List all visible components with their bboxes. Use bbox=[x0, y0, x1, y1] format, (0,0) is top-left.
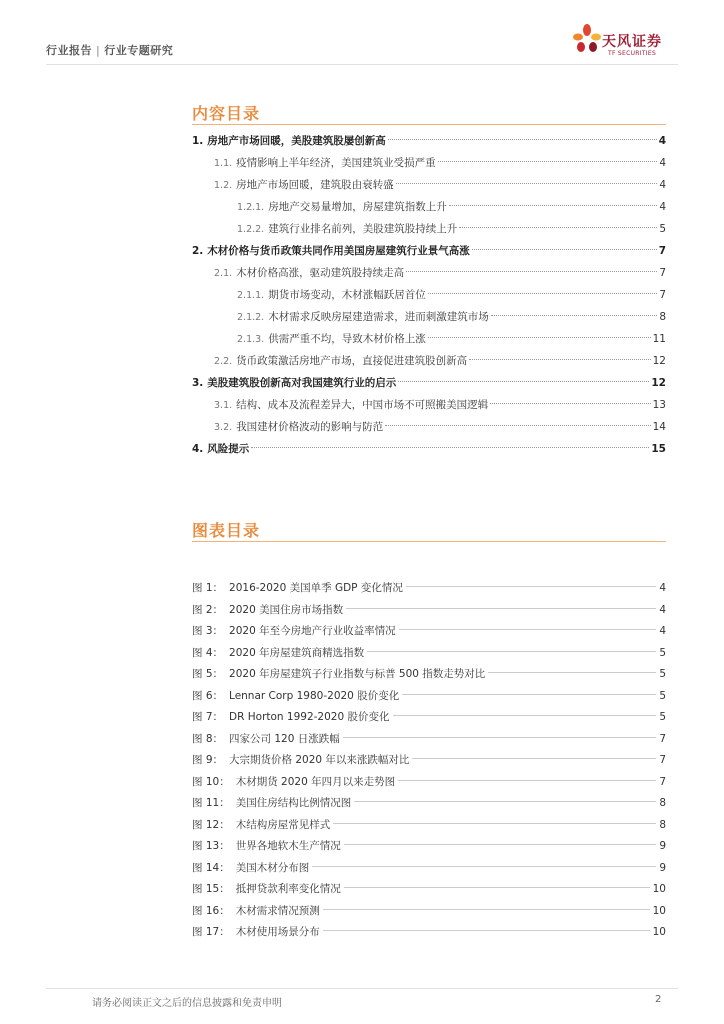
toc-leader bbox=[428, 337, 651, 338]
figure-leader bbox=[323, 909, 650, 910]
figure-leader bbox=[323, 930, 650, 931]
figure-entry-title: 美国木材分布图 bbox=[235, 861, 310, 874]
figure-entry[interactable] bbox=[192, 772, 666, 794]
figure-leader bbox=[399, 629, 657, 630]
figure-entry-title: 2016-2020 美国单季 GDP 变化情况 bbox=[229, 582, 403, 594]
figure-entry-label: 图 11： bbox=[192, 797, 230, 809]
toc-entry[interactable] bbox=[192, 174, 666, 196]
footer-divider bbox=[46, 988, 678, 989]
toc-entry-page: 12 bbox=[651, 377, 666, 389]
figure-entry-title: 木材期货 2020 年四月以来走势图 bbox=[235, 775, 396, 788]
figure-entry-title: Lennar Corp 1980-2020 股价变化 bbox=[229, 689, 400, 702]
toc-leader bbox=[449, 205, 658, 206]
figure-leader bbox=[406, 586, 656, 587]
figure-entry[interactable] bbox=[192, 750, 666, 772]
figure-entry-label: 图 16： bbox=[192, 904, 230, 917]
page-number: 2 bbox=[655, 994, 662, 1005]
figure-entry-title: 美国住房结构比例情况图 bbox=[235, 797, 352, 809]
toc-entry-title: 房地产交易量增加，房屋建筑指数上升 bbox=[268, 201, 447, 213]
toc-entry-number: 1.2.2. bbox=[237, 224, 265, 235]
figure-entry-title: 世界各地软木生产情况 bbox=[235, 840, 341, 852]
figure-leader bbox=[312, 866, 656, 867]
flower-logo-icon bbox=[572, 22, 602, 62]
report-category-header bbox=[46, 42, 173, 58]
figure-entry-label: 图 3： bbox=[192, 625, 224, 637]
toc-entry-number: 2. bbox=[192, 245, 204, 257]
toc-entry[interactable] bbox=[192, 438, 666, 460]
toc-entry[interactable] bbox=[192, 152, 666, 174]
toc-entry-title: 房地产市场回暖，建筑股由衰转盛 bbox=[236, 179, 394, 191]
figure-entry[interactable] bbox=[192, 578, 666, 600]
toc-entry[interactable] bbox=[192, 350, 666, 372]
toc-entry[interactable] bbox=[192, 130, 666, 152]
toc-entry[interactable] bbox=[192, 240, 666, 262]
toc-entry[interactable] bbox=[192, 394, 666, 416]
header-separator: | bbox=[96, 44, 101, 57]
toc-leader bbox=[490, 403, 650, 404]
toc-entry[interactable] bbox=[192, 284, 666, 306]
figure-entry[interactable] bbox=[192, 901, 666, 923]
toc-entry-number: 2.1.1. bbox=[237, 290, 265, 301]
figure-entry[interactable] bbox=[192, 686, 666, 708]
figure-entry[interactable] bbox=[192, 600, 666, 622]
toc-entry-title: 木材需求反映房屋建造需求，进而刺激建筑市场 bbox=[268, 311, 489, 323]
toc-entry-title: 结构、成本及流程差异大，中国市场不可照搬美国逻辑 bbox=[236, 399, 489, 411]
toc-leader bbox=[469, 359, 650, 360]
toc-entry-number: 3. bbox=[192, 377, 204, 389]
toc-entry-page: 4 bbox=[658, 135, 666, 147]
toc-entry-number: 1.1. bbox=[214, 158, 233, 169]
figure-entry-page: 10 bbox=[652, 883, 666, 895]
list-of-figures bbox=[192, 578, 666, 944]
toc-entry-page: 7 bbox=[659, 289, 666, 301]
figure-entry[interactable] bbox=[192, 643, 666, 665]
toc-entry-title: 货币政策激活房地产市场，直接促进建筑股创新高 bbox=[236, 355, 468, 367]
toc-entry-page: 4 bbox=[659, 179, 666, 191]
figure-entry-label: 图 10： bbox=[192, 775, 230, 788]
figure-leader bbox=[412, 758, 656, 759]
figure-leader bbox=[344, 887, 650, 888]
figure-entry[interactable] bbox=[192, 621, 666, 643]
figure-entry-page: 5 bbox=[659, 646, 666, 659]
figure-leader bbox=[393, 715, 657, 716]
toc-leader bbox=[396, 183, 658, 184]
toc-leader bbox=[491, 315, 658, 316]
toc-entry-page: 5 bbox=[659, 223, 666, 235]
figure-entry-label: 图 5： bbox=[192, 668, 224, 680]
figure-entry[interactable] bbox=[192, 815, 666, 837]
toc-entry[interactable] bbox=[192, 328, 666, 350]
toc-entry[interactable] bbox=[192, 196, 666, 218]
figure-entry-page: 7 bbox=[659, 754, 666, 766]
figure-entry-page: 4 bbox=[659, 603, 666, 616]
toc-entry[interactable] bbox=[192, 262, 666, 284]
figure-entry-title: 木材使用场景分布 bbox=[235, 926, 320, 938]
figure-entry-title: 2020 年房屋建筑商精选指数 bbox=[229, 646, 365, 659]
figure-entry-label: 图 12： bbox=[192, 818, 230, 831]
report-category: 行业报告 bbox=[46, 44, 92, 57]
toc-entry-title: 我国建材价格波动的影响与防范 bbox=[236, 421, 384, 433]
figure-entry-page: 8 bbox=[659, 818, 666, 831]
toc-entry-page: 12 bbox=[652, 355, 666, 367]
figure-entry[interactable] bbox=[192, 707, 666, 729]
figure-entry[interactable] bbox=[192, 858, 666, 880]
figure-leader bbox=[344, 844, 657, 845]
figure-entry-page: 7 bbox=[659, 775, 666, 788]
figure-entry-title: 四家公司 120 日涨跌幅 bbox=[229, 732, 340, 745]
figure-entry[interactable] bbox=[192, 922, 666, 944]
toc-leader bbox=[406, 271, 657, 272]
toc-entry[interactable] bbox=[192, 416, 666, 438]
toc-leader bbox=[388, 139, 657, 140]
figure-entry-page: 4 bbox=[659, 582, 666, 594]
figure-entry-page: 10 bbox=[652, 904, 666, 917]
figure-entry-title: DR Horton 1992-2020 股价变化 bbox=[229, 711, 390, 723]
figure-entry-title: 抵押贷款利率变化情况 bbox=[235, 883, 341, 895]
figure-entry-label: 图 17： bbox=[192, 926, 230, 938]
toc-entry-page: 14 bbox=[652, 421, 666, 433]
toc-entry-number: 1. bbox=[192, 135, 204, 147]
figure-entry-label: 图 14： bbox=[192, 861, 230, 874]
toc-leader bbox=[398, 381, 649, 382]
toc-entry-title: 期货市场变动，木材涨幅跃居首位 bbox=[268, 289, 426, 301]
figure-entry-title: 2020 美国住房市场指数 bbox=[229, 603, 344, 616]
figure-entry-label: 图 8： bbox=[192, 732, 224, 745]
figure-entry-label: 图 9： bbox=[192, 754, 224, 766]
toc-entry-page: 7 bbox=[659, 267, 666, 279]
toc-entry-title: 疫情影响上半年经济，美国建筑业受损严重 bbox=[236, 157, 436, 169]
contents-title: 内容目录 bbox=[192, 104, 261, 123]
figure-entry-label: 图 13： bbox=[192, 840, 230, 852]
figure-entry-page: 7 bbox=[659, 732, 666, 745]
figure-leader bbox=[367, 651, 656, 652]
toc-entry-number: 2.2. bbox=[214, 356, 233, 367]
figure-entry[interactable] bbox=[192, 793, 666, 815]
figure-entry-page: 5 bbox=[659, 689, 666, 702]
toc-leader bbox=[472, 249, 657, 250]
tf-securities-logo bbox=[572, 20, 682, 62]
figure-entry[interactable] bbox=[192, 664, 666, 686]
toc-entry-number: 2.1.2. bbox=[237, 312, 265, 323]
toc-entry-page: 4 bbox=[659, 201, 666, 213]
figure-entry-title: 木结构房屋常见样式 bbox=[235, 818, 331, 831]
toc-entry[interactable] bbox=[192, 372, 666, 394]
figures-title-underline bbox=[192, 541, 666, 542]
toc-entry-number: 2.1. bbox=[214, 268, 233, 279]
figure-entry-page: 9 bbox=[659, 861, 666, 874]
footer-disclaimer: 请务必阅读正文之后的信息披露和免责申明 bbox=[92, 998, 282, 1009]
toc-entry-number: 3.1. bbox=[214, 400, 233, 411]
contents-title-underline bbox=[192, 124, 666, 125]
toc-entry-title: 美股建筑股创新高对我国建筑行业的启示 bbox=[207, 377, 397, 389]
toc-entry-number: 2.1.3. bbox=[237, 334, 265, 345]
toc-entry[interactable] bbox=[192, 218, 666, 240]
figure-entry[interactable] bbox=[192, 836, 666, 858]
toc-leader bbox=[251, 447, 649, 448]
toc-entry-title: 建筑行业排名前列，美股建筑股持续上升 bbox=[268, 223, 458, 235]
toc-entry-page: 8 bbox=[659, 311, 666, 323]
toc-entry-number: 1.2.1. bbox=[237, 202, 265, 213]
figure-entry-label: 图 6： bbox=[192, 689, 224, 702]
toc-entry-page: 11 bbox=[652, 333, 666, 345]
figure-entry-label: 图 4： bbox=[192, 646, 224, 659]
report-subcategory: 行业专题研究 bbox=[104, 44, 174, 57]
toc-entry-title: 木材价格与货币政策共同作用美国房屋建筑行业景气高涨 bbox=[207, 245, 470, 257]
figure-leader bbox=[333, 823, 656, 824]
toc-leader bbox=[385, 425, 650, 426]
table-of-contents bbox=[192, 130, 666, 460]
figure-entry-page: 10 bbox=[652, 926, 666, 938]
toc-entry-title: 房地产市场回暖，美股建筑股屡创新高 bbox=[207, 135, 386, 147]
toc-entry-page: 7 bbox=[658, 245, 666, 257]
toc-entry-title: 供需严重不均，导致木材价格上涨 bbox=[268, 333, 426, 345]
toc-entry-title: 风险提示 bbox=[207, 443, 250, 455]
figure-entry-page: 8 bbox=[659, 797, 666, 809]
figure-leader bbox=[343, 737, 657, 738]
figure-leader bbox=[402, 694, 656, 695]
toc-entry-page: 13 bbox=[652, 399, 666, 411]
figure-entry-label: 图 2： bbox=[192, 603, 224, 616]
figure-leader bbox=[398, 780, 656, 781]
figure-entry-page: 5 bbox=[659, 711, 666, 723]
figure-entry[interactable] bbox=[192, 729, 666, 751]
figure-entry-title: 大宗期货价格 2020 年以来涨跌幅对比 bbox=[229, 754, 410, 766]
toc-leader bbox=[428, 293, 658, 294]
figure-entry[interactable] bbox=[192, 879, 666, 901]
logo-name-en: TF SECURITIES bbox=[608, 50, 657, 57]
figure-entry-title: 2020 年至今房地产行业收益率情况 bbox=[229, 625, 396, 637]
figure-entry-title: 木材需求情况预测 bbox=[235, 904, 320, 917]
figure-entry-label: 图 1： bbox=[192, 582, 224, 594]
figure-entry-page: 9 bbox=[659, 840, 666, 852]
figure-leader bbox=[354, 801, 656, 802]
toc-entry-title: 木材价格高涨，驱动建筑股持续走高 bbox=[236, 267, 405, 279]
figure-entry-label: 图 15： bbox=[192, 883, 230, 895]
logo-name-cn: 天风证券 bbox=[602, 34, 662, 50]
toc-leader bbox=[459, 227, 657, 228]
toc-entry[interactable] bbox=[192, 306, 666, 328]
figure-entry-label: 图 7： bbox=[192, 711, 224, 723]
figure-leader bbox=[488, 672, 656, 673]
figure-entry-title: 2020 年房屋建筑子行业指数与标普 500 指数走势对比 bbox=[229, 668, 486, 680]
figure-leader bbox=[346, 608, 656, 609]
toc-entry-number: 1.2. bbox=[214, 180, 233, 191]
toc-entry-number: 3.2. bbox=[214, 422, 233, 433]
toc-entry-page: 15 bbox=[651, 443, 666, 455]
header-divider bbox=[46, 64, 678, 65]
figures-title: 图表目录 bbox=[192, 521, 261, 540]
toc-entry-page: 4 bbox=[659, 157, 666, 169]
figure-entry-page: 4 bbox=[659, 625, 666, 637]
toc-entry-number: 4. bbox=[192, 443, 204, 455]
toc-leader bbox=[438, 161, 658, 162]
figure-entry-page: 5 bbox=[659, 668, 666, 680]
